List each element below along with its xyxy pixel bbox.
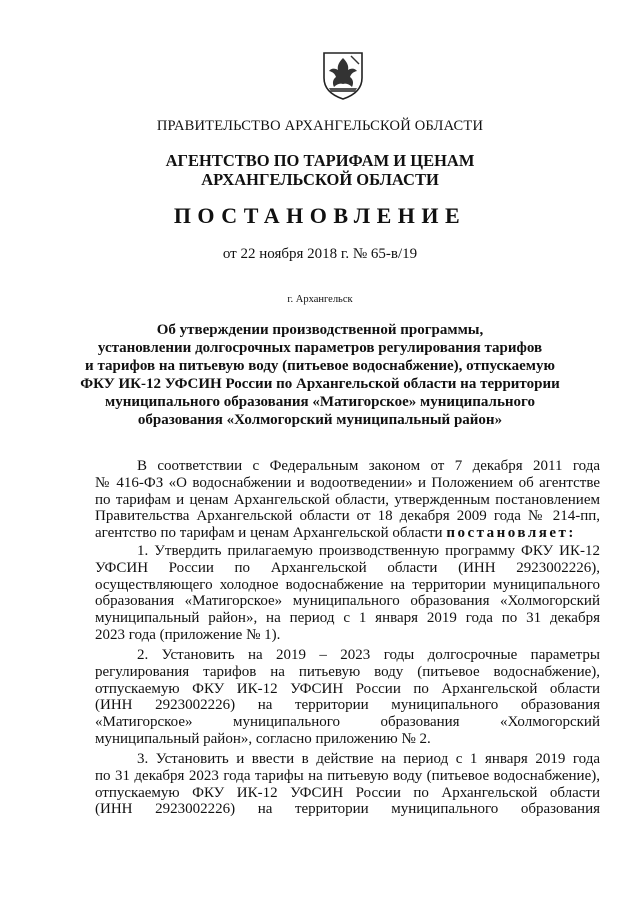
paragraph-line: УФСИН России по Архангельской области (ИНН 2923002226), — [95, 559, 600, 576]
paragraph-line: отпускаемую ФКУ ИК-12 УФСИН России по Архангельской области — [95, 680, 600, 697]
paragraph-line: муниципальный район», на период с 1 января 2019 года по 31 декабря — [95, 610, 600, 627]
title-line: Об утверждении производственной программы, — [156, 322, 484, 338]
paragraph-line: регулирования тарифов на питьевую воду (питьевое водоснабжение), — [95, 663, 600, 680]
intro-line — [95, 525, 600, 542]
paragraph-line: (ИНН 2923002226) на территории муниципального образования — [95, 697, 600, 714]
title-line: установлении долгосрочных параметров регулирования тарифов — [97, 340, 543, 356]
paragraph-line: 1. Утвердить прилагаемую производственную программу ФКУ ИК-12 — [137, 543, 600, 559]
paragraph-line: муниципальный район», согласно приложению № 2. — [95, 730, 431, 747]
intro-line: по тарифам и ценам Архангельской области, утвержденным постановлением — [95, 491, 600, 508]
paragraph-line: 3. Установить и ввести в действие на период с 1 января 2019 года — [137, 751, 600, 767]
intro-line-text: агентство по тарифам и ценам Архангельской области — [95, 525, 447, 542]
intro-line: Правительства Архангельской области от 18 декабря 2009 года № 214-пп, — [95, 508, 600, 525]
intro-line: № 416-ФЗ «О водоснабжении и водоотведении» и Положением об агентстве — [95, 474, 600, 491]
document-type: ПОСТАНОВЛЕНИЕ — [173, 203, 467, 228]
decree-keyword: постановляет: — [446, 525, 576, 542]
document-date-number: от 22 ноября 2018 г. № 65-в/19 — [222, 246, 418, 262]
paragraph-3 — [95, 751, 600, 818]
government-name: ПРАВИТЕЛЬСТВО АРХАНГЕЛЬСКОЙ ОБЛАСТИ — [156, 118, 484, 134]
agency-name-line1: АГЕНТСТВО ПО ТАРИФАМ И ЦЕНАМ — [165, 151, 475, 170]
paragraph-line: 2023 года (приложение № 1). — [95, 626, 281, 643]
intro-paragraph — [95, 458, 600, 542]
title-line: муниципального образования «Матигорское» муниципального — [105, 394, 535, 410]
title-line: и тарифов на питьевую воду (питьевое водоснабжение), отпускаемую — [85, 358, 555, 374]
paragraph-line: по 31 декабря 2023 года тарифы на питьевую воду (питьевое водоснабжение), — [95, 767, 600, 784]
paragraph-line: осуществляющего холодное водоснабжение на территории муниципального — [95, 576, 600, 593]
paragraph-line: образования «Матигорское» муниципального образования «Холмогорский — [95, 593, 600, 610]
paragraph-line: «Матигорское» муниципального образования «Холмогорский — [95, 714, 600, 731]
agency-name-line2: АРХАНГЕЛЬСКОЙ ОБЛАСТИ — [201, 170, 439, 189]
intro-line: В соответствии с Федеральным законом от 7 декабря 2011 года — [137, 458, 600, 474]
document-city: г. Архангельск — [287, 294, 353, 305]
title-line: ФКУ ИК-12 УФСИН России по Архангельской области на территории — [80, 376, 560, 392]
paragraph-2 — [95, 647, 600, 748]
title-line: образования «Холмогорский муниципальный район» — [137, 412, 503, 428]
paragraph-line: 2. Установить на 2019 – 2023 годы долгосрочные параметры — [137, 647, 600, 663]
coat-of-arms-icon — [321, 50, 365, 100]
paragraph-line: (ИНН 2923002226) на территории муниципального образования — [95, 801, 600, 818]
paragraph-1 — [95, 543, 600, 644]
paragraph-line: отпускаемую ФКУ ИК-12 УФСИН России по Архангельской области — [95, 784, 600, 801]
